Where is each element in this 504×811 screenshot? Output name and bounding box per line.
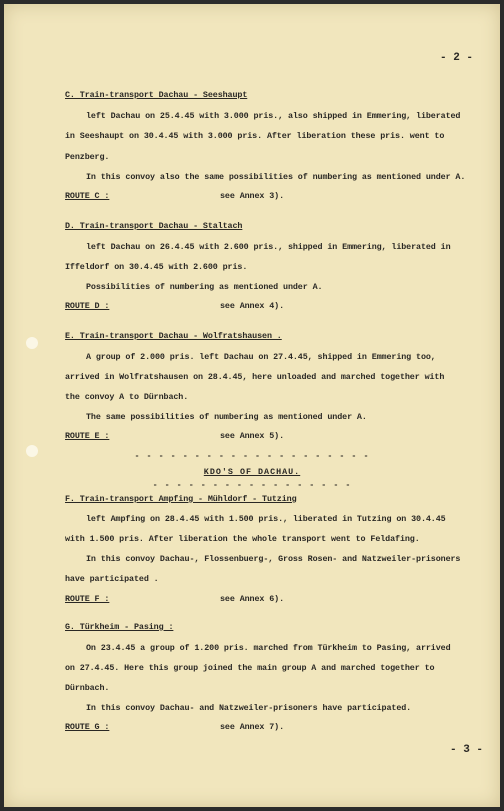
route-d-annex: see Annex 4).	[220, 301, 285, 311]
route-d-label: ROUTE D :	[65, 301, 110, 311]
text-line: On 23.4.45 a group of 1.200 pris. marched from Türkheim to Pasing, arrived	[86, 643, 451, 653]
text-line: left Ampfing on 28.4.45 with 1.500 pris., liberated in Tutzing on 30.4.45	[86, 514, 446, 524]
text-line: In this convoy Dachau-, Flossenbuerg-, Gross Rosen- and Natzweiler-prisoners	[86, 554, 461, 564]
text-line: Possibilities of numbering as mentioned under A.	[86, 282, 323, 292]
text-line: The same possibilities of numbering as mentioned under A.	[86, 412, 367, 422]
section-f-heading: F. Train-transport Ampfing - Mühldorf - Tutzing	[65, 494, 297, 504]
text-line: in Seeshaupt on 30.4.45 with 3.000 pris. After liberation these pris. went to	[65, 131, 445, 141]
route-f-label: ROUTE F :	[65, 594, 110, 604]
text-line: on 27.4.45. Here this group joined the main group A and marched together to	[65, 663, 435, 673]
route-g-annex: see Annex 7).	[220, 722, 285, 732]
page-number-top: - 2 -	[440, 52, 474, 64]
text-line: arrived in Wolfratshausen on 28.4.45, here unloaded and marched together with	[65, 372, 445, 382]
divider-line: - - - - - - - - - - - - - - - - -	[152, 480, 352, 490]
text-line: In this convoy Dachau- and Natzweiler-prisoners have participated.	[86, 703, 412, 713]
section-e-heading: E. Train-transport Dachau - Wolfratshausen .	[65, 331, 282, 341]
punch-hole	[26, 445, 38, 457]
punch-hole	[26, 337, 38, 349]
page-number-bottom: - 3 -	[450, 744, 484, 756]
section-g-heading: G. Türkheim - Pasing :	[65, 622, 174, 632]
text-line: have participated .	[65, 574, 159, 584]
text-line: left Dachau on 25.4.45 with 3.000 pris., also shipped in Emmering, liberated	[86, 111, 461, 121]
text-line: the convoy A to Dürnbach.	[65, 392, 189, 402]
text-line: left Dachau on 26.4.45 with 2.600 pris., shipped in Emmering, liberated in	[86, 242, 451, 252]
route-e-annex: see Annex 5).	[220, 431, 285, 441]
route-e-label: ROUTE E :	[65, 431, 110, 441]
divider-line: - - - - - - - - - - - - - - - - - - - -	[134, 451, 370, 461]
text-line: In this convoy also the same possibilities of numbering as mentioned under A.	[86, 172, 466, 182]
route-f-annex: see Annex 6).	[220, 594, 285, 604]
text-line: Penzberg.	[65, 152, 110, 162]
section-c-heading: C. Train-transport Dachau - Seeshaupt	[65, 90, 248, 100]
text-line: Iffeldorf on 30.4.45 with 2.600 pris.	[65, 262, 248, 272]
section-d-heading: D. Train-transport Dachau - Staltach	[65, 221, 243, 231]
document-page	[4, 4, 500, 807]
text-line: Dürnbach.	[65, 683, 110, 693]
text-line: A group of 2.000 pris. left Dachau on 27.4.45, shipped in Emmering too,	[86, 352, 436, 362]
route-c-label: ROUTE C :	[65, 191, 110, 201]
kdos-heading: KDO'S OF DACHAU.	[203, 467, 301, 477]
text-line: with 1.500 pris. After liberation the whole transport went to Feldafing.	[65, 534, 420, 544]
route-c-annex: see Annex 3).	[220, 191, 285, 201]
route-g-label: ROUTE G :	[65, 722, 110, 732]
